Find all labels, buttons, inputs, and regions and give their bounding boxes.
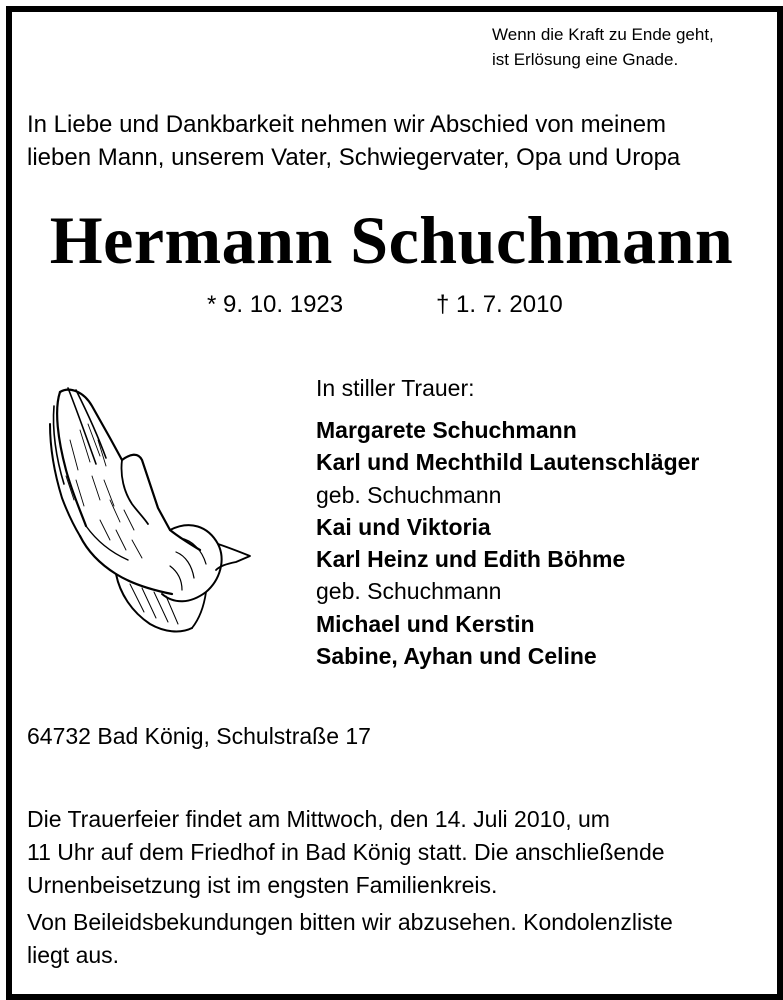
address: 64732 Bad König, Schulstraße 17: [27, 723, 371, 749]
service-line: liegt aus.: [27, 942, 120, 968]
mourner-line: Michael und Kerstin: [316, 610, 535, 637]
service-line: Die Trauerfeier findet am Mittwoch, den 14. Juli 2010, um: [27, 806, 610, 832]
praying-hands-icon: [40, 380, 252, 642]
mourner-line: Kai und Viktoria: [316, 513, 491, 540]
mourner-line: Karl Heinz und Edith Böhme: [316, 546, 626, 573]
mourners-heading: In stiller Trauer:: [316, 375, 475, 401]
intro-line: lieben Mann, unserem Vater, Schwiegervater, Opa und Uropa: [27, 144, 681, 171]
quote-line: Wenn die Kraft zu Ende geht,: [492, 25, 714, 44]
quote-line: ist Erlösung eine Gnade.: [492, 50, 679, 69]
mourner-line: Sabine, Ayhan und Celine: [316, 643, 597, 670]
mourners-list: [316, 372, 699, 672]
service-info: [27, 803, 767, 972]
service-line: 11 Uhr auf dem Friedhof in Bad König statt. Die anschließende: [27, 839, 665, 865]
service-line: Urnenbeisetzung ist im engsten Familienkreis.: [27, 872, 498, 898]
intro-line: In Liebe und Dankbarkeit nehmen wir Abschied von meinem: [27, 111, 667, 138]
intro-text: [27, 108, 680, 174]
mourner-line: Karl und Mechthild Lautenschläger: [316, 449, 700, 476]
mourner-line: Margarete Schuchmann: [316, 417, 577, 443]
death-date: † 1. 7. 2010: [436, 291, 563, 318]
deceased-name: Hermann Schuchmann: [49, 202, 734, 278]
service-line: Von Beileidsbekundungen bitten wir abzusehen. Kondolenzliste: [27, 909, 673, 935]
mourner-line: geb. Schuchmann: [316, 481, 502, 508]
quote: [492, 22, 714, 72]
mourner-line: geb. Schuchmann: [316, 578, 502, 605]
birth-date: * 9. 10. 1923: [207, 291, 344, 318]
